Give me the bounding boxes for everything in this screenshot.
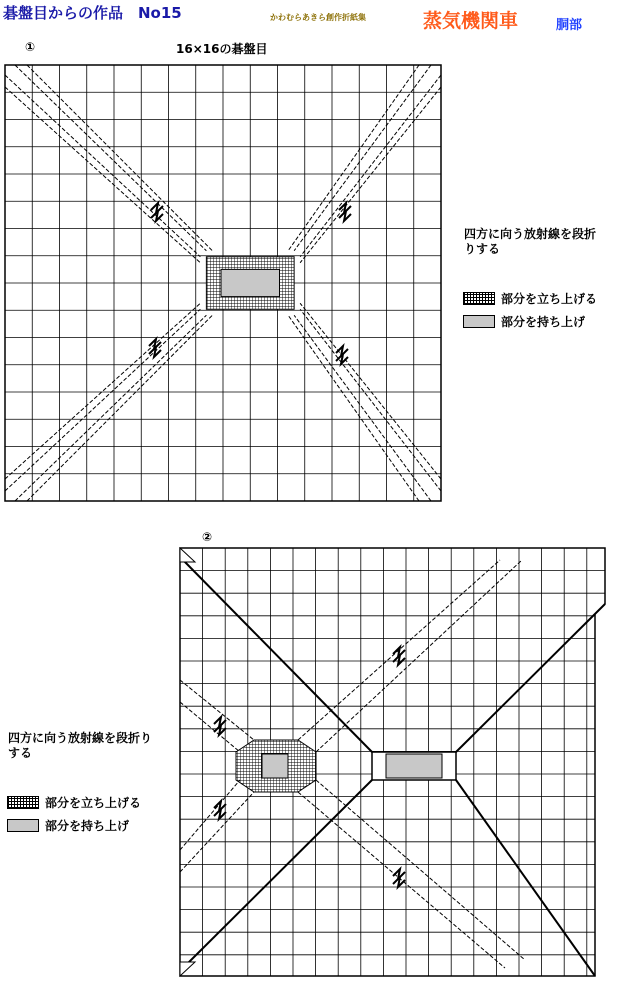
step-1-number: ① [25,40,36,54]
lifted-region [221,269,280,296]
step-1-diagram [5,65,441,501]
step-1-note: 四方に向う放射線を段折りする [464,227,597,256]
step-2-number: ② [202,530,213,544]
author-label: かわむらあきら創作折紙集 [270,13,366,22]
step-2-legend-hold-label: 部分を持ち上げ [45,819,130,833]
step-2-note: 四方に向う放射線を段折りする [8,731,153,760]
lifted-region [386,754,442,778]
step-1-grid-label: 16×16の碁盤目 [176,42,268,56]
main-title: 碁盤目からの作品 No15 [3,4,182,22]
step-2-diagram [180,548,605,976]
lifted-region [262,754,288,778]
part-label: 胴部 [556,18,583,33]
subject-title: 蒸気機関車 [423,10,519,32]
step-1-legend-raise-label: 部分を立ち上げる [501,292,598,306]
step-2-legend-raise-label: 部分を立ち上げる [45,796,142,810]
step-1-legend-hold-label: 部分を持ち上げ [501,315,586,329]
